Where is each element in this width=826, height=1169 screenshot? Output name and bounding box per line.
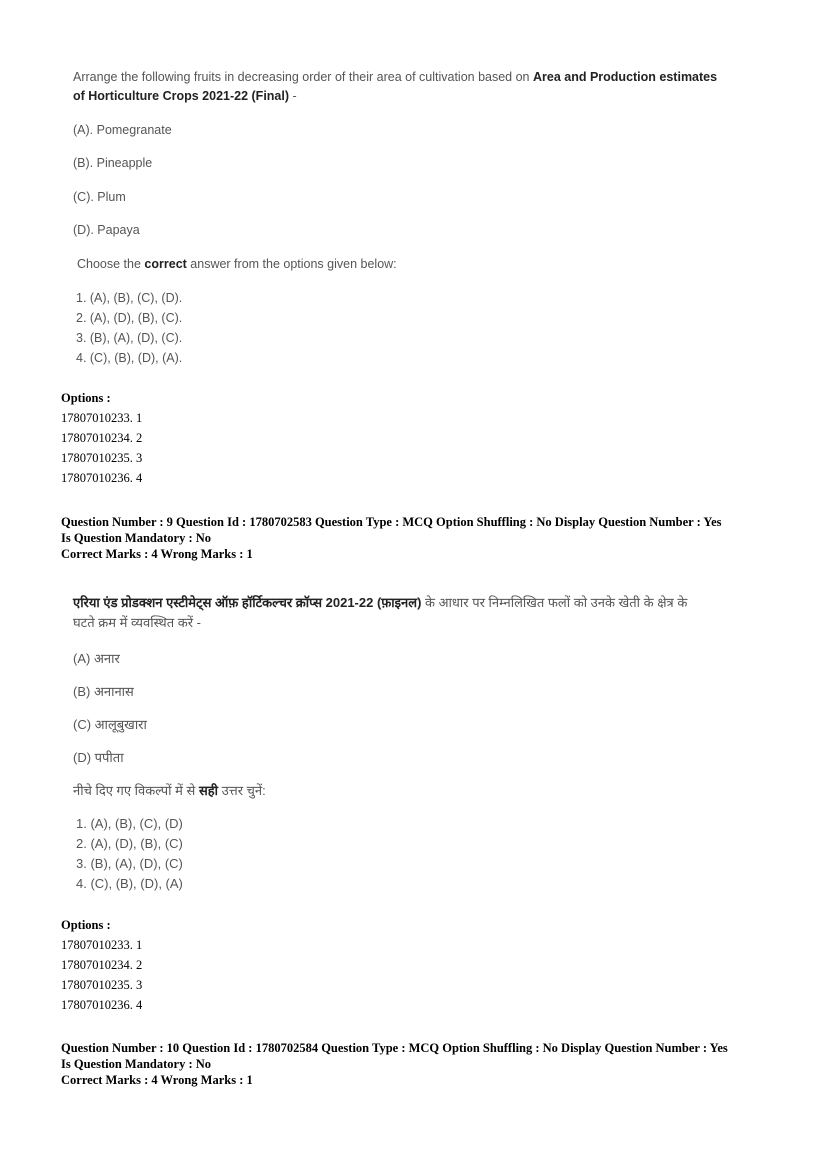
options-title: Options : [61,391,111,405]
q9-item-b: (B) अनानास [73,684,134,699]
q8-item-a: (A). Pomegranate [73,123,172,137]
q8-answer-1: 1. (A), (B), (C), (D). [76,291,183,305]
q9-item-a: (A) अनार [73,651,120,666]
option-row: 17807010235. 3 [61,451,143,465]
q8-stem-bold: Area and Production estimates [533,70,718,84]
q10-meta-line-3: Correct Marks : 4 Wrong Marks : 1 [61,1073,253,1087]
q9-choose-post: उत्तर चुनें: [218,783,266,798]
q9-metadata [61,514,722,562]
option-row: 17807010235. 3 [61,978,143,992]
q8-stem-text: Arrange the following fruits in decreasing order of their area of cultivation based on [73,70,533,84]
q9-meta-line-2: Is Question Mandatory : No [61,531,212,545]
q9-answer-3: 3. (B), (A), (D), (C) [76,856,183,871]
q9-answer-2: 2. (A), (D), (B), (C) [76,836,183,851]
q10-meta-line-2: Is Question Mandatory : No [61,1057,212,1071]
q8-choose-post: answer from the options given below: [186,257,397,271]
q8-answer-3: 3. (B), (A), (D), (C). [76,331,183,345]
q9-item-d: (D) पपीता [73,750,124,765]
q9-stem-text: के आधार पर निम्नलिखित फलों को उनके खेती के क्षेत्र के [421,595,688,610]
q8-answer-4: 4. (C), (B), (D), (A). [76,351,183,365]
q9-options [61,915,142,1015]
q8-options [61,388,142,488]
options-title: Options : [61,918,111,932]
q8-choose-pre: Choose the [77,257,145,271]
q9-stem-line-1 [73,593,687,611]
q9-item-c: (C) आलूबुखारा [73,717,147,732]
q10-metadata [61,1040,728,1088]
q8-choose-bold: correct [144,257,187,271]
q8-item-b: (B). Pineapple [73,156,153,170]
option-row: 17807010234. 2 [61,431,143,445]
q10-meta-line-1: Question Number : 10 Question Id : 1780702584 Question Type : MCQ Option Shuffling : No Display Question Number : Yes [61,1041,728,1055]
q8-stem-line2-bold: of Horticulture Crops 2021-22 (Final) [73,89,290,103]
q8-stem-line2-tail: - [289,89,297,103]
q9-choose-bold: सही [198,783,219,798]
q8-item-d: (D). Papaya [73,223,140,237]
q9-meta-line-3: Correct Marks : 4 Wrong Marks : 1 [61,547,253,561]
q9-answer-4: 4. (C), (B), (D), (A) [76,876,183,891]
q9-stem-line-2: घटते क्रम में व्यवस्थित करें - [73,615,201,630]
option-row: 17807010236. 4 [61,471,143,485]
q8-stem-line-2 [73,89,297,103]
q9-choose-pre: नीचे दिए गए विकल्पों में से [73,783,199,798]
q8-choose-instruction [77,257,397,271]
option-row: 17807010233. 1 [61,411,143,425]
option-row: 17807010233. 1 [61,938,143,952]
q8-stem-line-1 [73,70,717,84]
q9-choose-instruction [73,781,266,799]
q8-answer-2: 2. (A), (D), (B), (C). [76,311,183,325]
q9-meta-line-1: Question Number : 9 Question Id : 1780702583 Question Type : MCQ Option Shuffling : No Display Question Number : Yes [61,515,722,529]
option-row: 17807010236. 4 [61,998,143,1012]
q8-item-c: (C). Plum [73,190,126,204]
q9-stem-bold: एरिया एंड प्रोडक्शन एस्टीमेट्स ऑफ़ हॉर्टिकल्चर क्रॉप्स 2021-22 (फ़ाइनल) [73,595,422,610]
option-row: 17807010234. 2 [61,958,143,972]
q9-answer-1: 1. (A), (B), (C), (D) [76,816,183,831]
